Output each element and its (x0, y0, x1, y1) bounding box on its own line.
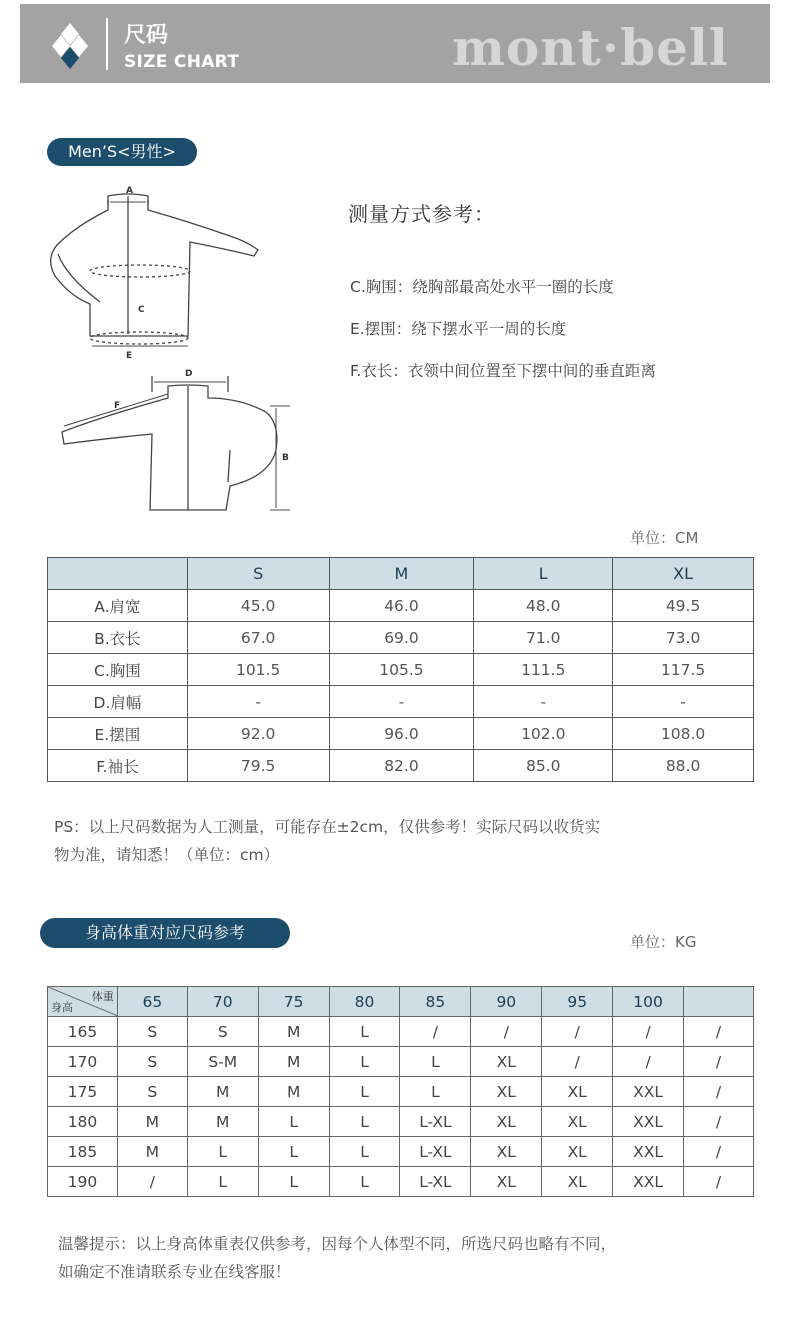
table-cell: 79.5 (187, 750, 329, 782)
size-header-cell: S (187, 558, 329, 590)
height-cell: 170 (48, 1047, 118, 1077)
jacket-measurement-diagram (40, 176, 310, 526)
table-cell: L (329, 1107, 400, 1137)
bottom-note (58, 1230, 616, 1286)
jacket-back-outline (62, 385, 277, 510)
diagram-label-d: D (185, 369, 193, 379)
table-cell: XL (542, 1077, 613, 1107)
table-cell: 85.0 (474, 750, 613, 782)
table-cell: - (187, 686, 329, 718)
diagram-label-e: E (126, 351, 133, 361)
table-cell: / (117, 1167, 187, 1197)
brand-logo-text: mont·bell (452, 18, 729, 77)
table-cell: 105.5 (329, 654, 474, 686)
table-cell: 45.0 (187, 590, 329, 622)
table-cell: / (613, 1047, 684, 1077)
table-cell: M (258, 1017, 329, 1047)
table-cell: 101.5 (187, 654, 329, 686)
table-cell: XL (542, 1137, 613, 1167)
table-row (48, 622, 754, 654)
table-cell: S (117, 1077, 187, 1107)
table-cell: 49.5 (613, 590, 754, 622)
table-row (48, 686, 754, 718)
row-label: A.肩宽 (48, 590, 188, 622)
header-title: 尺码 (124, 23, 169, 48)
size-table-header-row (48, 558, 754, 590)
hw-corner-cell (48, 987, 118, 1017)
weight-header-cell: 95 (542, 987, 613, 1017)
table-cell: L-XL (400, 1107, 471, 1137)
measurement-line-hem: E.摆围：绕下摆水平一周的长度 (350, 320, 567, 338)
weight-header-cell: 65 (117, 987, 187, 1017)
table-row (48, 654, 754, 686)
table-cell: / (471, 1017, 542, 1047)
diamond-logo-icon (52, 22, 88, 70)
table-cell: M (187, 1107, 258, 1137)
table-cell: XL (471, 1167, 542, 1197)
table-cell: L (329, 1017, 400, 1047)
table-cell: 46.0 (329, 590, 474, 622)
table-cell: S-M (187, 1047, 258, 1077)
table-cell: / (684, 1167, 754, 1197)
header-subtitle: SIZE CHART (124, 52, 240, 72)
table-cell: 48.0 (474, 590, 613, 622)
table-cell: - (613, 686, 754, 718)
hw-header-row (48, 987, 754, 1017)
height-cell: 175 (48, 1077, 118, 1107)
size-header-cell (48, 558, 188, 590)
table-cell: 67.0 (187, 622, 329, 654)
table-cell: / (542, 1047, 613, 1077)
table-cell: L-XL (400, 1137, 471, 1167)
size-table-unit: 单位：CM (630, 529, 699, 547)
bottom-note-line: 如确定不准请联系专业在线客服！ (58, 1263, 291, 1281)
table-cell: S (117, 1047, 187, 1077)
table-cell: XL (471, 1077, 542, 1107)
table-cell: M (258, 1077, 329, 1107)
ps-note-line: PS：以上尺码数据为人工测量，可能存在±2cm，仅供参考！实际尺码以收货实 (54, 818, 601, 836)
weight-header-cell: 85 (400, 987, 471, 1017)
table-row (48, 718, 754, 750)
height-cell: 165 (48, 1017, 118, 1047)
mens-section-label: Men’S<男性> (47, 138, 197, 166)
table-cell: 69.0 (329, 622, 474, 654)
table-cell: L (258, 1107, 329, 1137)
table-cell: L (329, 1137, 400, 1167)
table-row (48, 590, 754, 622)
row-label: E.摆围 (48, 718, 188, 750)
table-cell: XXL (613, 1077, 684, 1107)
table-cell: 102.0 (474, 718, 613, 750)
size-header-cell: M (329, 558, 474, 590)
table-cell: / (400, 1017, 471, 1047)
table-cell: S (187, 1017, 258, 1047)
size-header-cell: XL (613, 558, 754, 590)
table-cell: / (684, 1137, 754, 1167)
table-cell: / (684, 1107, 754, 1137)
table-cell: XL (542, 1107, 613, 1137)
table-row (48, 750, 754, 782)
diagram-label-c: C (138, 305, 145, 315)
bottom-note-line: 温馨提示：以上身高体重表仅供参考，因每个人体型不同，所选尺码也略有不同， (58, 1235, 617, 1253)
weight-header-cell: 80 (329, 987, 400, 1017)
table-cell: XXL (613, 1167, 684, 1197)
table-cell: L (258, 1167, 329, 1197)
table-row (48, 1047, 754, 1077)
table-row (48, 1167, 754, 1197)
table-cell: L (329, 1047, 400, 1077)
row-label: C.胸围 (48, 654, 188, 686)
weight-header-cell: 70 (187, 987, 258, 1017)
table-cell: XL (471, 1137, 542, 1167)
header-banner (20, 4, 770, 83)
corner-height-label: 身高 (51, 1001, 73, 1014)
table-cell: XXL (613, 1137, 684, 1167)
table-cell: L (187, 1137, 258, 1167)
row-label: D.肩幅 (48, 686, 188, 718)
weight-header-cell: 75 (258, 987, 329, 1017)
measurement-line-length: F.衣长：衣领中间位置至下摆中间的垂直距离 (350, 362, 656, 380)
weight-header-cell (684, 987, 754, 1017)
table-cell: 82.0 (329, 750, 474, 782)
corner-weight-label: 体重 (91, 990, 114, 1003)
table-cell: / (684, 1047, 754, 1077)
height-weight-section-label: 身高体重对应尺码参考 (40, 918, 290, 948)
measurement-title: 测量方式参考： (348, 202, 495, 226)
measurement-line-chest: C.胸围：绕胸部最高处水平一圈的长度 (350, 278, 614, 296)
row-label: B.衣长 (48, 622, 188, 654)
diagram-label-f: F (114, 401, 121, 411)
table-cell: / (542, 1017, 613, 1047)
table-row (48, 1137, 754, 1167)
table-cell: 117.5 (613, 654, 754, 686)
diagram-label-a: A (126, 186, 133, 196)
size-table (47, 557, 754, 782)
table-cell: XXL (613, 1107, 684, 1137)
table-cell: 71.0 (474, 622, 613, 654)
table-row (48, 1107, 754, 1137)
height-cell: 185 (48, 1137, 118, 1167)
table-row (48, 1077, 754, 1107)
table-cell: 108.0 (613, 718, 754, 750)
table-cell: 88.0 (613, 750, 754, 782)
table-cell: L (258, 1137, 329, 1167)
table-cell: L (400, 1077, 471, 1107)
table-cell: M (117, 1137, 187, 1167)
table-cell: XL (542, 1167, 613, 1197)
size-header-cell: L (474, 558, 613, 590)
table-cell: - (329, 686, 474, 718)
table-cell: / (684, 1017, 754, 1047)
height-weight-table (47, 986, 754, 1197)
table-cell: XL (471, 1047, 542, 1077)
ps-note (54, 813, 600, 869)
table-cell: XL (471, 1107, 542, 1137)
table-cell: / (684, 1077, 754, 1107)
table-cell: L (329, 1167, 400, 1197)
weight-header-cell: 90 (471, 987, 542, 1017)
height-cell: 180 (48, 1107, 118, 1137)
jacket-front-outline (51, 194, 258, 336)
table-cell: L (187, 1167, 258, 1197)
table-cell: M (187, 1077, 258, 1107)
table-cell: S (117, 1017, 187, 1047)
table-row (48, 1017, 754, 1047)
table-cell: L-XL (400, 1167, 471, 1197)
table-cell: L (329, 1077, 400, 1107)
height-cell: 190 (48, 1167, 118, 1197)
height-weight-unit: 单位：KG (630, 933, 697, 951)
header-divider (106, 18, 108, 70)
weight-header-cell: 100 (613, 987, 684, 1017)
table-cell: L (400, 1047, 471, 1077)
table-cell: 96.0 (329, 718, 474, 750)
table-cell: - (474, 686, 613, 718)
table-cell: 92.0 (187, 718, 329, 750)
table-cell: M (258, 1047, 329, 1077)
diagram-label-b: B (282, 453, 289, 463)
row-label: F.袖长 (48, 750, 188, 782)
table-cell: / (613, 1017, 684, 1047)
ps-note-line: 物为准，请知悉！（单位：cm） (54, 846, 280, 864)
table-cell: 111.5 (474, 654, 613, 686)
table-cell: 73.0 (613, 622, 754, 654)
table-cell: M (117, 1107, 187, 1137)
